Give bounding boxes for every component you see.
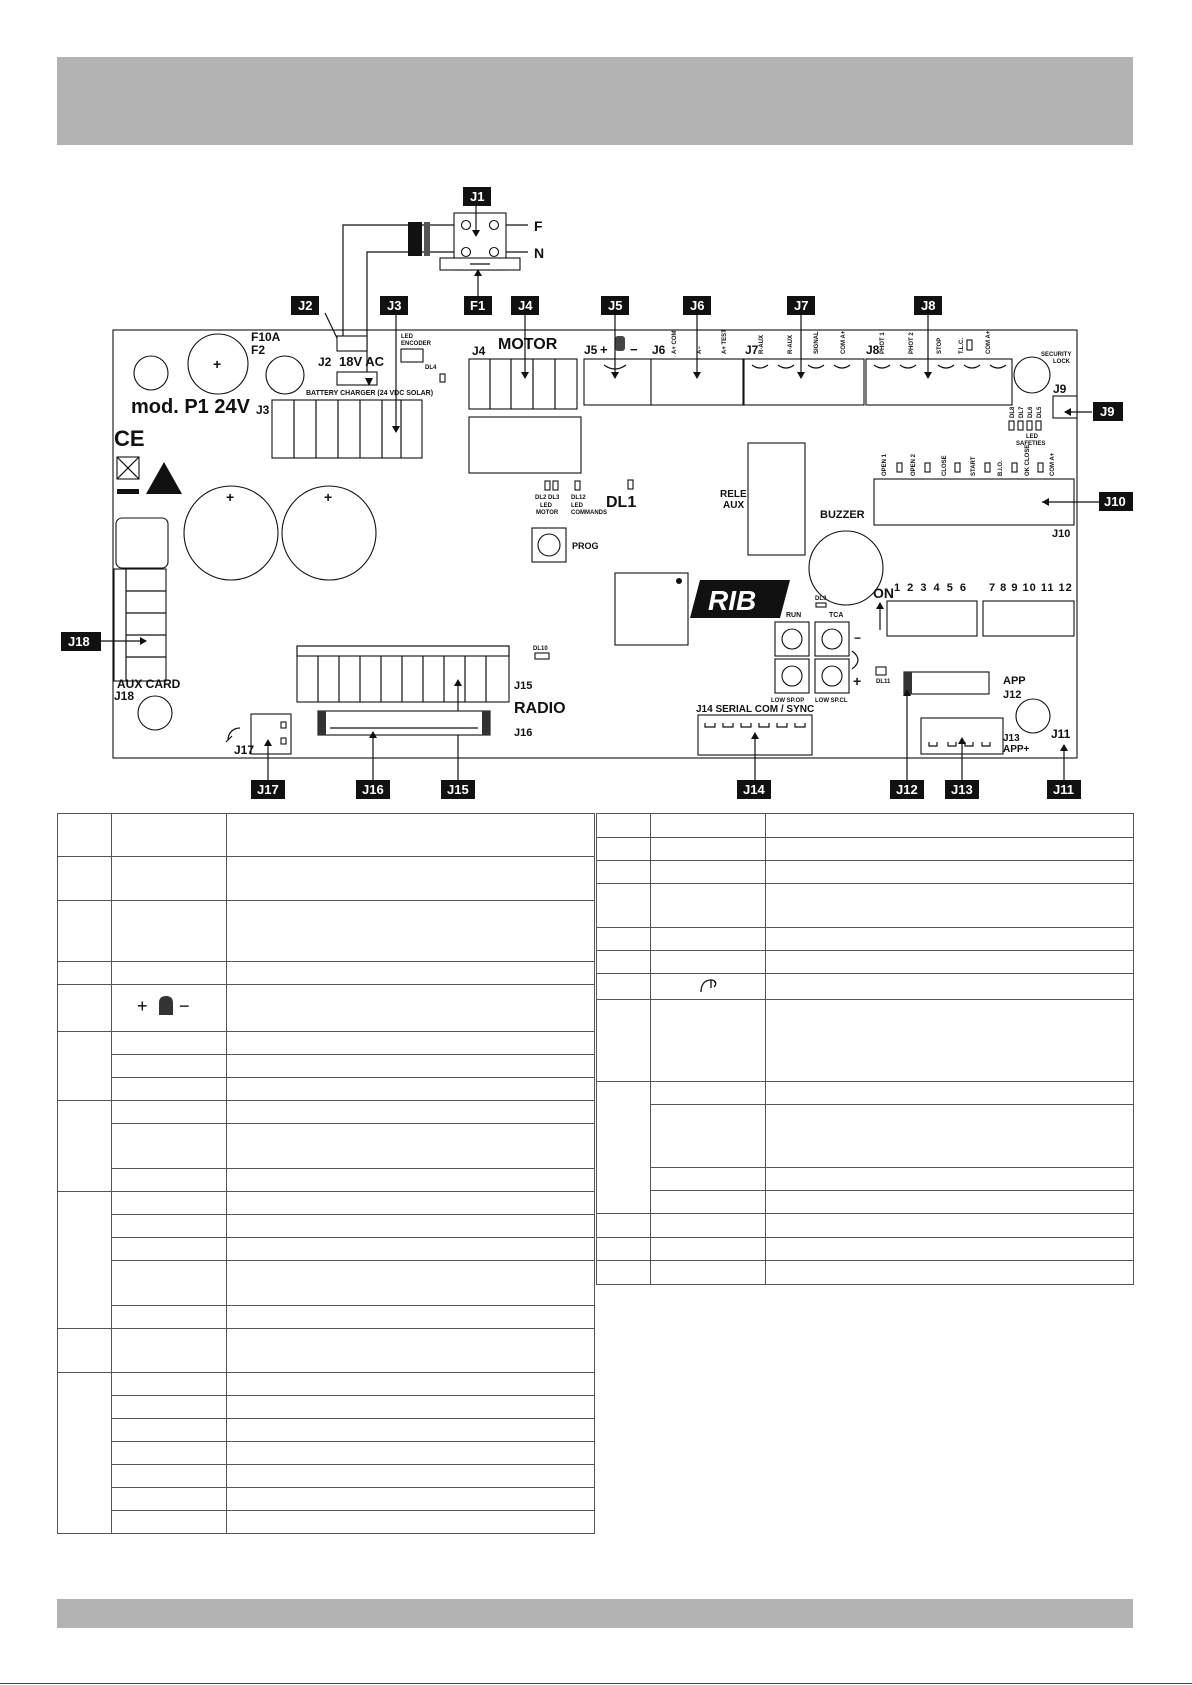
svg-text:T.L.C.: T.L.C. (959, 338, 965, 354)
svg-text:RIB: RIB (708, 585, 757, 616)
svg-text:OPEN 1: OPEN 1 (882, 453, 888, 476)
svg-text:CE: CE (114, 426, 145, 451)
radio-label: RADIO (514, 700, 566, 717)
svg-text:LED: LED (540, 503, 552, 509)
rib-logo (690, 580, 790, 618)
app-plus-label: APP+ (1003, 744, 1030, 755)
fuse-label-f: F (534, 218, 543, 234)
svg-text:J11: J11 (1053, 782, 1074, 797)
svg-text:J18: J18 (68, 634, 90, 649)
svg-text:DL10: DL10 (533, 646, 548, 652)
fuse-rating: F10A (251, 330, 281, 344)
svg-text:J16: J16 (362, 782, 384, 797)
j16-label: J16 (514, 727, 533, 739)
svg-text:J13: J13 (951, 782, 973, 797)
svg-text:COM A+: COM A+ (841, 330, 847, 354)
svg-text:COM A+: COM A+ (1050, 452, 1056, 476)
svg-text:LOCK: LOCK (1053, 359, 1070, 365)
j7-label: J7 (745, 343, 759, 357)
svg-text:J5: J5 (608, 298, 623, 313)
prog-label: PROG (572, 541, 599, 551)
svg-text:DL8: DL8 (1010, 406, 1016, 418)
svg-text:PHOT 2: PHOT 2 (909, 332, 915, 354)
j2-label: J2 (318, 355, 332, 369)
j3-label: J3 (256, 403, 270, 417)
svg-text:+: + (853, 673, 862, 689)
svg-text:R-AUX: R-AUX (759, 335, 765, 354)
svg-text:+: + (324, 489, 333, 505)
svg-text:SECURITY: SECURITY (1041, 352, 1072, 358)
svg-text:DL9: DL9 (815, 596, 827, 602)
svg-text:+: + (136, 995, 148, 1016)
svg-text:LOW SP.OP: LOW SP.OP (771, 698, 805, 704)
svg-text:PHOT 1: PHOT 1 (880, 332, 886, 354)
svg-text:A−: A− (697, 346, 703, 354)
svg-text:J4: J4 (518, 298, 533, 313)
motor-label: MOTOR (498, 336, 558, 353)
svg-text:A+ COM: A+ COM (672, 330, 678, 354)
tag-j7 (787, 296, 815, 315)
fuse-block-j1 (440, 205, 544, 296)
svg-text:DL6: DL6 (1028, 406, 1034, 418)
svg-text:MOTOR: MOTOR (536, 510, 559, 516)
j12-label: J12 (1003, 689, 1022, 701)
j10-label: J10 (1052, 528, 1071, 540)
svg-text:LED: LED (571, 503, 583, 509)
header-band (57, 57, 1133, 145)
svg-text:DL5: DL5 (1037, 406, 1043, 418)
dl1-label: DL1 (606, 494, 637, 511)
j9-label: J9 (1053, 382, 1067, 396)
svg-text:RUN: RUN (786, 612, 802, 619)
tag-j1 (463, 187, 491, 206)
tag-j9 (1093, 402, 1123, 421)
svg-text:7 8 9 10 11 12: 7 8 9 10 11 12 (989, 582, 1073, 594)
svg-text:−: − (630, 342, 638, 357)
j14-label: J14 SERIAL COM / SYNC (696, 704, 815, 715)
svg-text:LED: LED (401, 334, 413, 340)
svg-text:J1: J1 (470, 189, 485, 204)
tag-j16 (356, 780, 390, 799)
on-label: ON (873, 585, 894, 601)
j18-label: J18 (114, 689, 135, 703)
fuse-label-n: N (534, 245, 545, 261)
j6-label: J6 (652, 343, 666, 357)
svg-text:LED: LED (1026, 434, 1038, 440)
tag-j15 (441, 780, 475, 799)
j15-label: J15 (514, 680, 533, 692)
svg-text:J8: J8 (921, 298, 936, 313)
svg-text:+: + (226, 489, 235, 505)
svg-text:SIGNAL: SIGNAL (814, 331, 820, 354)
svg-text:COMMANDS: COMMANDS (571, 510, 607, 516)
connection-table-left (57, 813, 595, 1534)
svg-text:AUX: AUX (723, 500, 745, 511)
svg-text:DL2 DL3: DL2 DL3 (535, 495, 560, 501)
tag-j5 (601, 296, 629, 315)
board-diagram (0, 160, 1192, 800)
svg-text:ENCODER: ENCODER (401, 341, 432, 347)
svg-text:DL7: DL7 (1019, 406, 1025, 418)
tag-j3 (380, 296, 408, 315)
tag-j14 (737, 780, 771, 799)
svg-text:J9: J9 (1100, 404, 1115, 419)
tag-j13 (945, 780, 979, 799)
svg-text:J15: J15 (447, 782, 469, 797)
svg-text:−: − (854, 631, 862, 645)
svg-text:J3: J3 (387, 298, 402, 313)
j4-label: J4 (472, 344, 486, 358)
svg-text:DL11: DL11 (876, 679, 891, 685)
svg-text:STOP: STOP (937, 337, 943, 354)
svg-text:J14: J14 (743, 782, 765, 797)
tag-j12 (890, 780, 924, 799)
svg-text:TCA: TCA (829, 612, 844, 619)
svg-text:DL4: DL4 (425, 365, 437, 371)
svg-text:B.I.O.: B.I.O. (998, 460, 1004, 476)
connection-table-right (596, 813, 1134, 1285)
footer-band (57, 1599, 1133, 1628)
svg-text:J17: J17 (257, 782, 279, 797)
svg-text:F1: F1 (470, 298, 486, 313)
svg-text:COM A+: COM A+ (986, 330, 992, 354)
aux-card-label: AUX CARD (117, 677, 181, 691)
svg-text:+: + (600, 342, 608, 357)
buzzer-label: BUZZER (820, 509, 865, 521)
tag-j10 (1099, 492, 1133, 511)
tag-j4 (511, 296, 539, 315)
hook-icon (693, 974, 723, 994)
svg-text:J2: J2 (298, 298, 313, 313)
svg-text:OPEN 2: OPEN 2 (911, 453, 917, 476)
tag-j11 (1047, 780, 1081, 799)
svg-text:J6: J6 (690, 298, 705, 313)
fuse-ref: F2 (251, 343, 266, 357)
bottom-rule (0, 1683, 1192, 1684)
svg-text:CLOSE: CLOSE (942, 455, 948, 476)
j8-label: J8 (866, 343, 880, 357)
svg-text:DL12: DL12 (571, 495, 586, 501)
svg-text:R-AUX: R-AUX (788, 335, 794, 354)
svg-text:RELE: RELE (720, 489, 747, 500)
tag-j18 (61, 632, 101, 651)
svg-text:J12: J12 (896, 782, 918, 797)
tag-j2 (291, 296, 319, 315)
svg-text:A+ TEST: A+ TEST (722, 329, 728, 354)
svg-text:J10: J10 (1104, 494, 1126, 509)
j17-label: J17 (234, 743, 255, 757)
tag-j8 (914, 296, 942, 315)
svg-text:+: + (213, 356, 222, 372)
tag-f1 (464, 296, 492, 315)
svg-text:START: START (971, 456, 977, 476)
svg-text:J7: J7 (794, 298, 809, 313)
j5-label: J5 (584, 343, 598, 357)
flashing-light-icon (133, 991, 205, 1021)
j2-voltage: 18V AC (339, 354, 385, 369)
svg-text:−: − (178, 995, 190, 1016)
tag-j17 (251, 780, 285, 799)
tag-j6 (683, 296, 711, 315)
j13-label: J13 (1003, 733, 1020, 744)
svg-text:LOW SP.CL: LOW SP.CL (815, 698, 848, 704)
model-label: mod. P1 24V (131, 396, 250, 418)
battery-charger-label: BATTERY CHARGER (24 VDC SOLAR) (306, 390, 434, 397)
svg-text:1 2 3 4 5 6: 1 2 3 4 5 6 (894, 582, 968, 594)
svg-text:OK CLOSE: OK CLOSE (1025, 444, 1031, 476)
app-label: APP (1003, 675, 1026, 687)
j11-label: J11 (1051, 727, 1071, 741)
svg-text:SAFETIES: SAFETIES (1016, 441, 1046, 447)
